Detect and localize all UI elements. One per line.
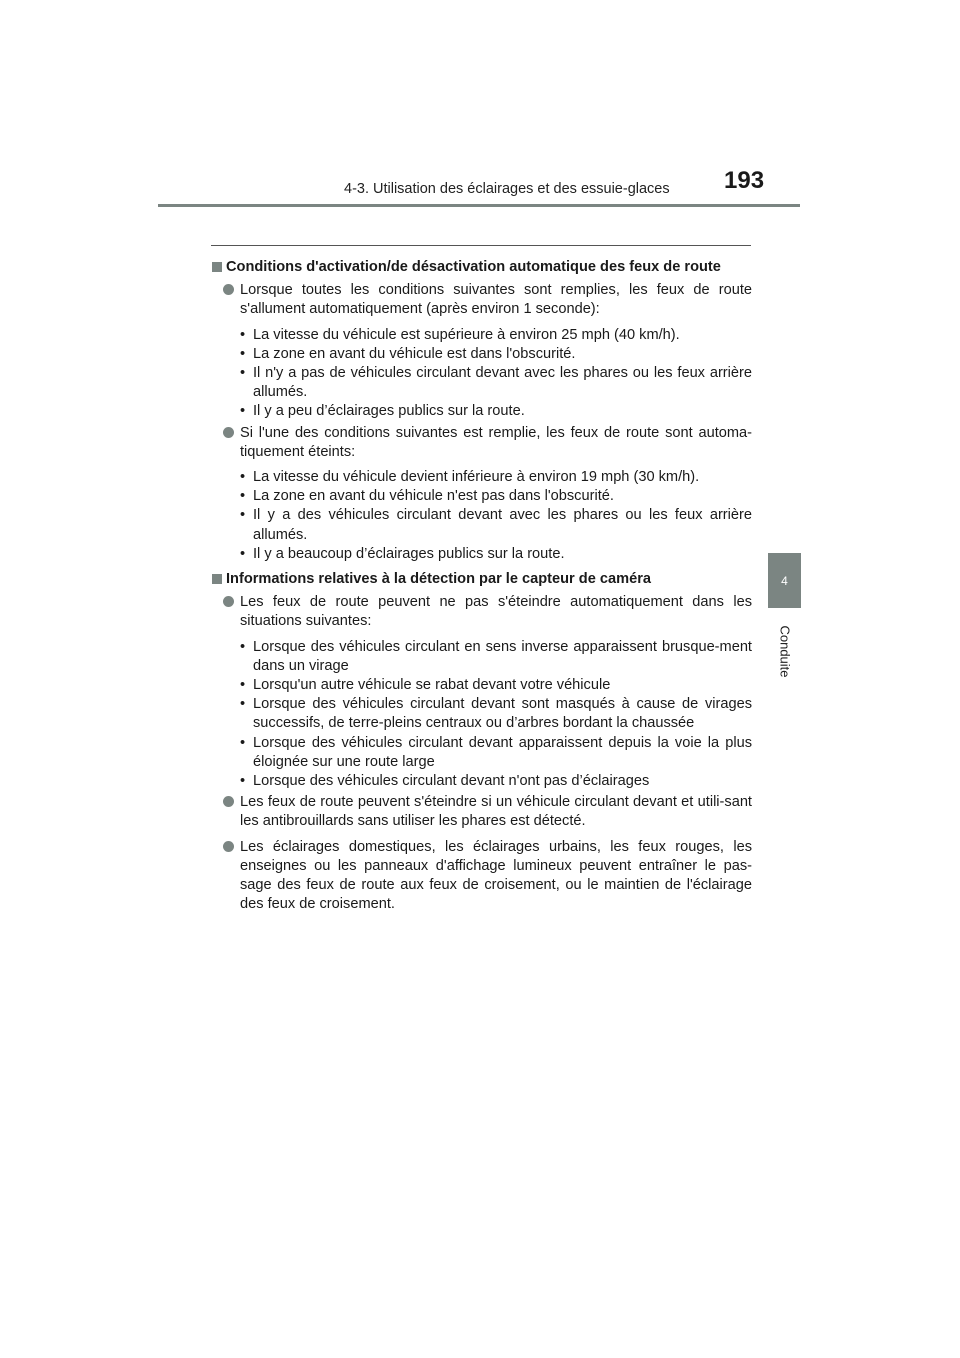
section-rule: [211, 245, 751, 246]
list-item: • Lorsqu'un autre véhicule se rabat devant votre véhicule: [240, 677, 611, 694]
bullet-item: Les feux de route peuvent ne pas s'éteindre automatiquement dans les situations suivantes:: [211, 593, 752, 631]
list-item: • La vitesse du véhicule devient inférieure à environ 19 mph (30 km/h).: [240, 469, 700, 486]
header-rule: [158, 204, 800, 207]
chapter-label: Conduite: [777, 624, 793, 678]
list-item: • Il y a beaucoup d’éclairages publics sur la route.: [240, 545, 565, 562]
list-item: • La zone en avant du véhicule est dans l'obscurité.: [240, 345, 576, 362]
list-item: • Lorsque des véhicules circulant devant n'ont pas d’éclairages: [240, 773, 650, 790]
bullet-item: Si l'une des conditions suivantes est remplie, les feux de route sont automa-tiquement éteints:: [211, 424, 752, 462]
circle-bullet-icon: [223, 841, 234, 852]
page-content: [211, 258, 752, 921]
circle-bullet-icon: [223, 427, 234, 438]
list-item: • Lorsque des véhicules circulant en sens inverse apparaissent brusque-ment dans un virage: [240, 638, 752, 674]
list-item: • La vitesse du véhicule est supérieure à environ 25 mph (40 km/h).: [240, 326, 680, 343]
situation-list: [211, 638, 752, 792]
square-bullet-icon: [212, 262, 222, 272]
list-item: • Il n'y a pas de véhicules circulant devant avec les phares ou les feux arrière allumés.: [240, 365, 752, 401]
condition-list: [211, 468, 752, 564]
bullet-item: Lorsque toutes les conditions suivantes sont remplies, les feux de route s'allument automatiquement (après environ 1 seconde):: [211, 281, 752, 319]
chapter-number: 4: [781, 573, 788, 588]
list-item: • La zone en avant du véhicule n'est pas dans l'obscurité.: [240, 488, 614, 505]
section-heading: Informations relatives à la détection par le capteur de caméra: [211, 570, 752, 589]
bullet-item: Les éclairages domestiques, les éclairages urbains, les feux rouges, les enseignes ou les panneaux d'affichage lumineux peuvent entraîner le pas-sage des feux de route aux feux de croisement, ou le maintien de l'éclairage des feux de croisement.: [211, 838, 752, 915]
list-item: • Il y a des véhicules circulant devant avec les phares ou les feux arrière allumés.: [240, 507, 752, 543]
list-item: • Lorsque des véhicules circulant devant apparaissent depuis la voie la plus éloignée sur une route large: [240, 734, 752, 770]
square-bullet-icon: [212, 574, 222, 584]
chapter-tab: [768, 553, 801, 608]
page-number: 193: [724, 167, 765, 194]
chapter-label-container: [770, 620, 800, 682]
list-item: • Lorsque des véhicules circulant devant sont masqués à cause de virages successifs, de terre-pleins centraux ou d’arbres bordant la chaussée: [240, 696, 752, 732]
header-section-title: 4-3. Utilisation des éclairages et des essuie-glaces: [344, 181, 670, 197]
list-item: • Il y a peu d’éclairages publics sur la route.: [240, 403, 525, 420]
condition-list: [211, 326, 752, 422]
bullet-item: Les feux de route peuvent s'éteindre si un véhicule circulant devant et utili-sant les antibrouillards sans utiliser les phares est détecté.: [211, 793, 752, 831]
section-heading: Conditions d'activation/de désactivation automatique des feux de route: [211, 258, 752, 277]
